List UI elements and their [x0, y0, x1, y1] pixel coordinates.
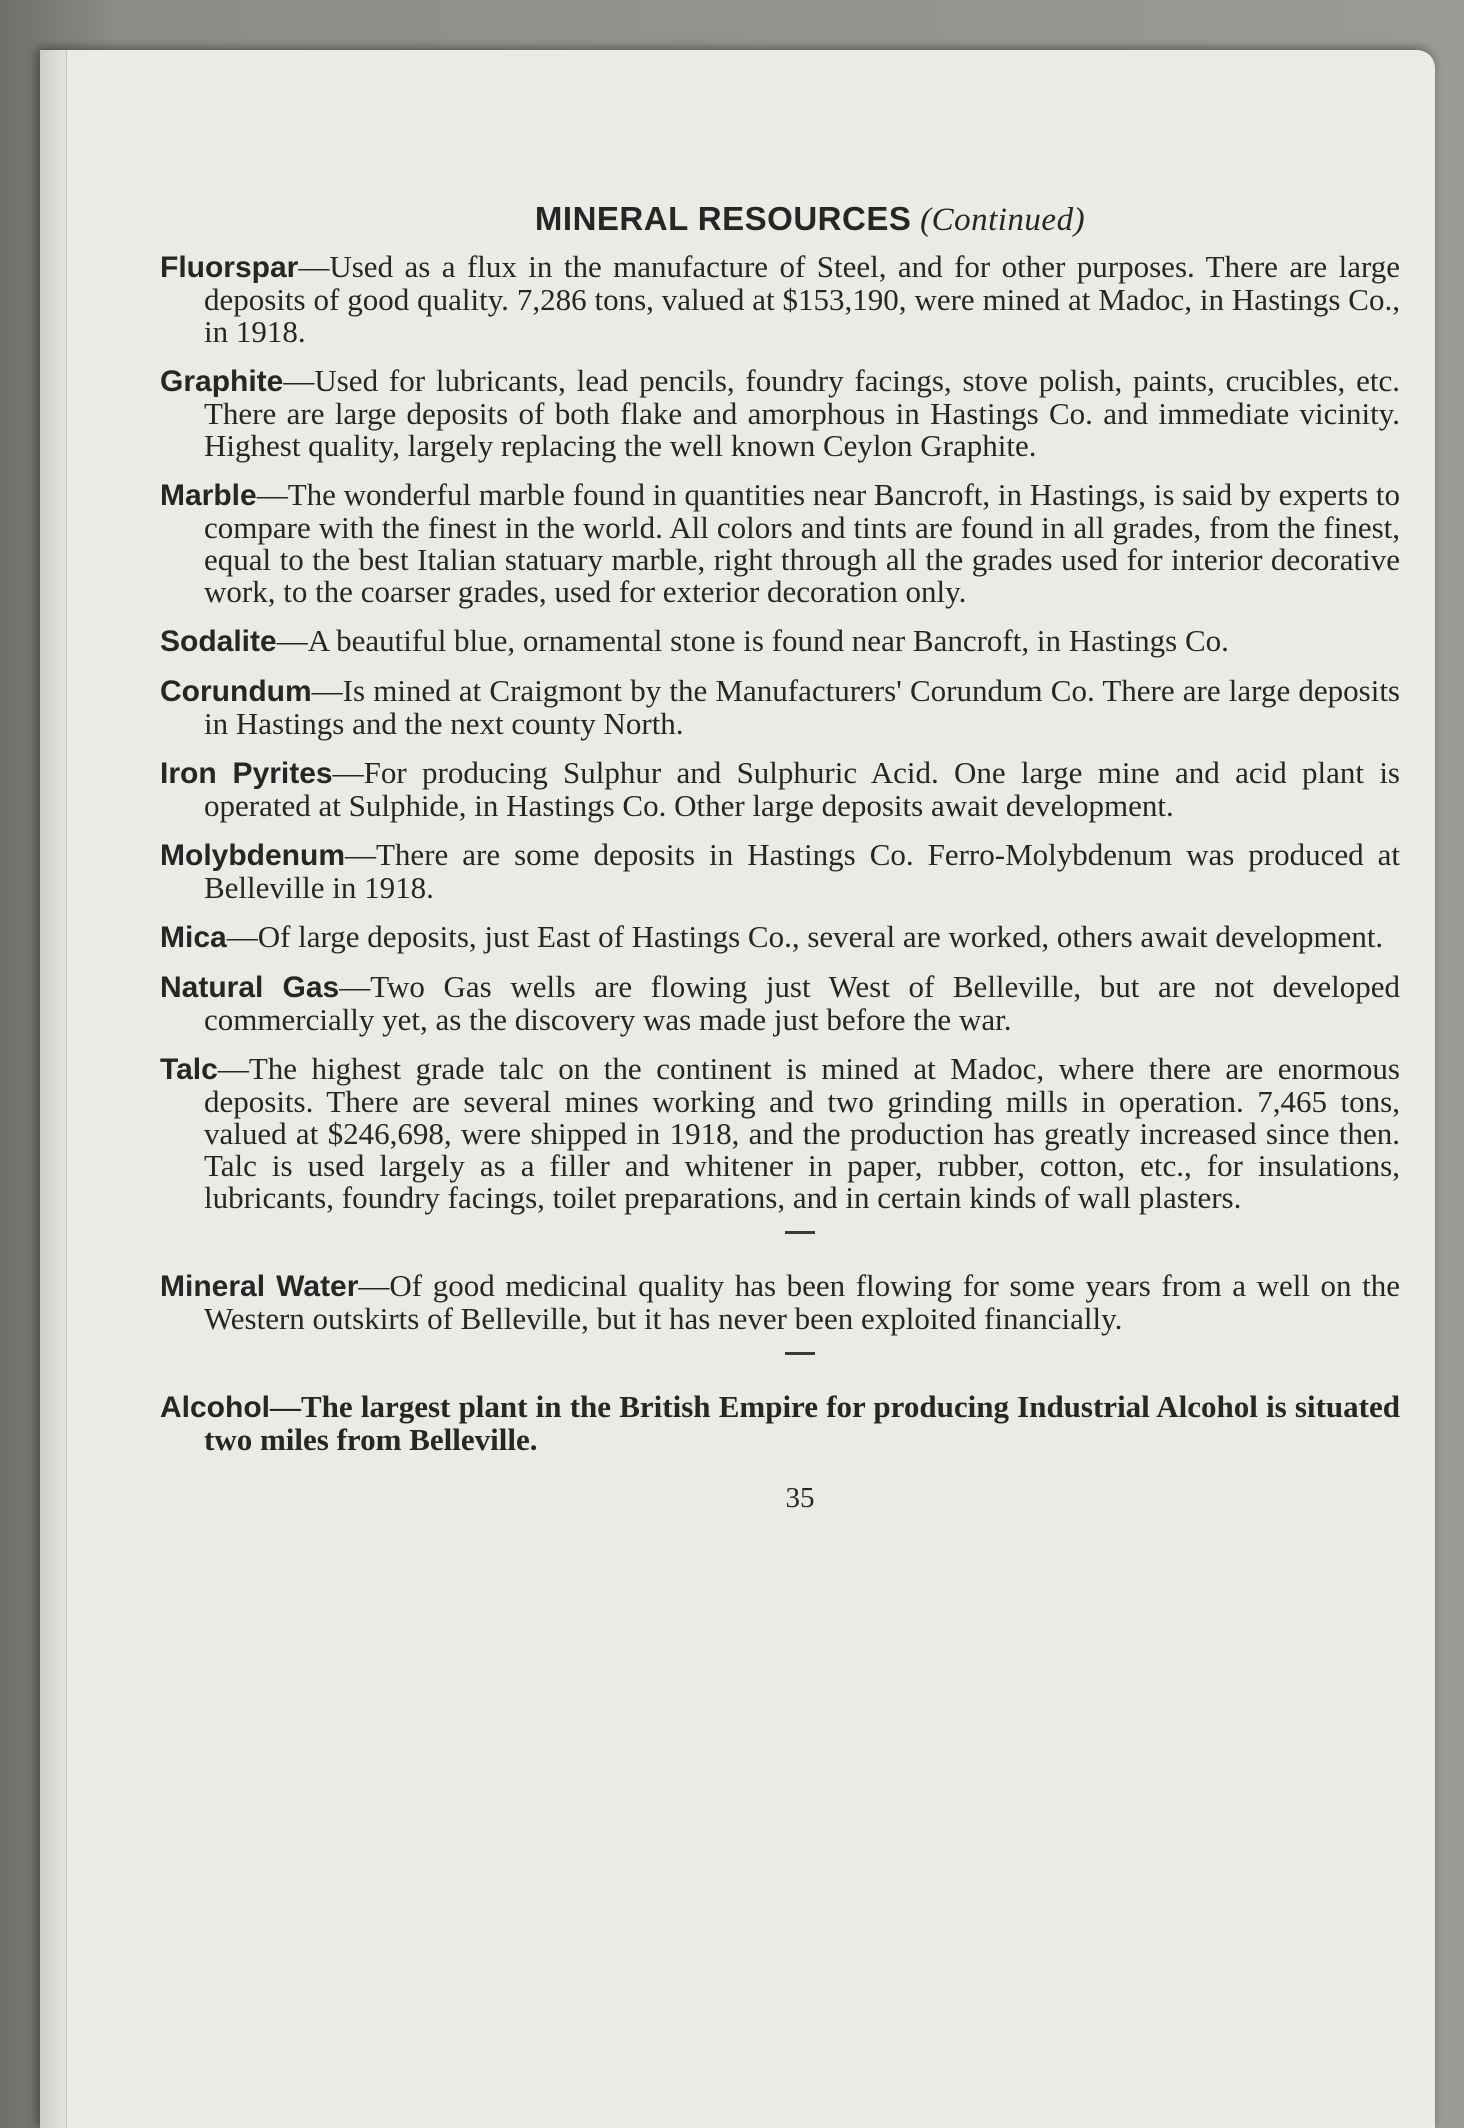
page-heading [220, 200, 1400, 239]
entry-fluorspar [160, 251, 1400, 348]
entry-molybdenum [160, 839, 1400, 904]
page-number: 35 [785, 1482, 815, 1514]
entry-text: —Two Gas wells are flowing just West of Belleville, but are not developed commercially yet, as the discovery was made just before the war. [204, 969, 1400, 1037]
entry-text: —Used for lubricants, lead pencils, foundry facings, stove polish, paints, crucibles, etc. There are large deposits of both flake and amorphous in Hastings Co. and immediate vicinity. Highest quality, largely replacing the well known Ceylon Graphite. [204, 363, 1400, 463]
entry-text: —Is mined at Craigmont by the Manufacturers' Corundum Co. There are large deposits in Hastings and the next county North. [204, 673, 1400, 741]
entry-term: Sodalite [160, 625, 277, 658]
entry-text: —The wonderful marble found in quantities near Bancroft, in Hastings, is said by experts to compare with the finest in the world. All colors and tints are found in all grades, from the finest, equal to the best Italian statuary marble, right through all the grades used for interior decorative work, to the coarser grades, used for exterior decoration only. [204, 477, 1400, 609]
entry-talc [160, 1053, 1400, 1214]
entry-marble [160, 479, 1400, 608]
entry-text: —Used as a flux in the manufacture of Steel, and for other purposes. There are large deposits of good quality. 7,286 tons, valued at $153,190, were mined at Madoc, in Hastings Co., in 1918. [204, 249, 1400, 349]
entry-term: Molybdenum [160, 839, 345, 872]
page-gutter [40, 50, 67, 2128]
section-divider [785, 1352, 815, 1355]
book-page [40, 50, 1435, 2128]
entry-natural-gas [160, 971, 1400, 1036]
entry-term: Talc [160, 1053, 218, 1086]
entry-term: Marble [160, 479, 257, 512]
section-divider [785, 1231, 815, 1234]
entry-graphite [160, 365, 1400, 462]
entry-term: Mineral Water [160, 1270, 359, 1303]
entry-alcohol [160, 1391, 1400, 1456]
entry-text: —There are some deposits in Hastings Co. Ferro-Molybdenum was produced at Belleville in 1918. [204, 837, 1400, 905]
page-content [160, 200, 1400, 1515]
entry-term: Iron Pyrites [160, 757, 333, 790]
entry-term: Corundum [160, 675, 312, 708]
entry-term: Fluorspar [160, 251, 299, 284]
entry-text: —For producing Sulphur and Sulphuric Acid. One large mine and acid plant is operated at Sulphide, in Hastings Co. Other large deposits await development. [204, 755, 1400, 823]
entry-text: —The highest grade talc on the continent is mined at Madoc, where there are enormous deposits. There are several mines working and two grinding mills in operation. 7,465 tons, valued at $246,698, were shipped in 1918, and the production has greatly increased since then. Talc is used largely as a filler and whitener in paper, rubber, cotton, etc., for insulations, lubricants, foundry facings, toilet preparations, and in certain kinds of wall plasters. [204, 1051, 1400, 1215]
entry-term: Natural Gas [160, 971, 340, 1004]
entry-iron-pyrites [160, 757, 1400, 822]
entry-term: Alcohol [160, 1391, 270, 1424]
entry-term: Mica [160, 921, 227, 954]
entry-text: —Of good medicinal quality has been flowing for some years from a well on the Western outskirts of Belleville, but it has never been exploited financially. [204, 1268, 1400, 1336]
entry-sodalite [160, 625, 1400, 658]
entry-text: —Of large deposits, just East of Hastings Co., several are worked, others await development. [226, 919, 1384, 954]
heading-continued: (Continued) [920, 202, 1086, 238]
entry-text: —A beautiful blue, ornamental stone is found near Bancroft, in Hastings Co. [276, 623, 1229, 658]
entry-term: Graphite [160, 365, 284, 398]
entry-mica [160, 921, 1400, 954]
entry-text: —The largest plant in the British Empire for producing Industrial Alcohol is situated two miles from Belleville. [204, 1389, 1400, 1457]
entry-corundum [160, 675, 1400, 740]
heading-title: MINERAL RESOURCES [534, 200, 912, 237]
entry-mineral-water [160, 1270, 1400, 1335]
